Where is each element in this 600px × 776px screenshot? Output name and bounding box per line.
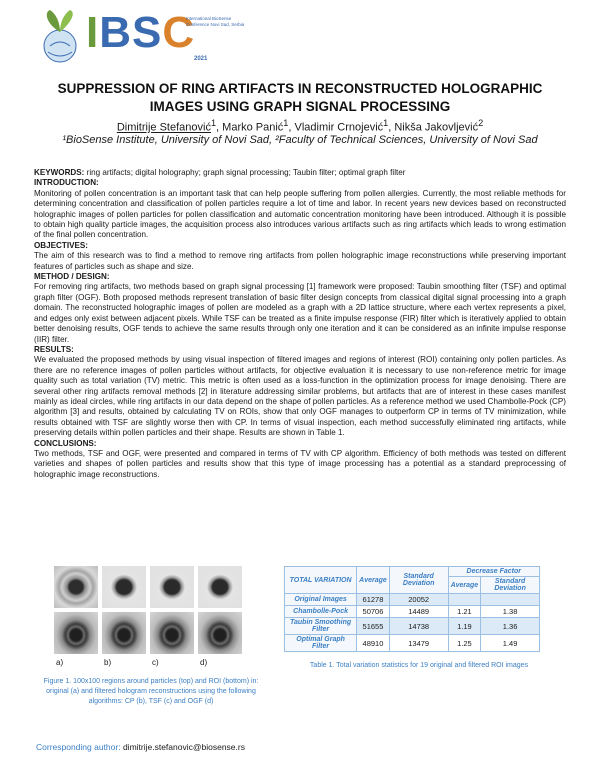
table-subheader: Standard Deviation: [481, 577, 540, 594]
figure-panel-labels: [54, 658, 266, 667]
author-list: Dimitrije Stefanović$^1$, Marko Panić$^1$, Vladimir Crnojević$^1$, Nikša Jakovljević$^2$: [116, 118, 484, 134]
figure-label: b): [104, 658, 112, 667]
figure-image-tsf-top: [150, 566, 194, 608]
results-heading: RESULTS:: [34, 344, 74, 354]
results-table: [284, 566, 540, 652]
table-row: Optimal Graph Filter 48910 13479 1.25 1.49: [285, 635, 540, 652]
figure-label: a): [56, 658, 64, 667]
conference-logo: [36, 6, 245, 74]
affiliations: ¹BioSense Institute, University of Novi Sad, ²Faculty of Technical Sciences, University of Novi Sad: [62, 134, 538, 146]
introduction-text: Monitoring of pollen concentration is an important task that can help people suffering from pollen allergies. Currently, the most reliable methods for determining concentration and classification of pollen particles require a lot of time and labor. In recent years new devices based on reconstructed holographic images of pollen particles for pollen classification and automatic concentration monitoring have been introduced. Although it is possible to obtain high quality particle images, the acquisition process also introduces various artifacts such as ring artifacts which leads to wrong estimation of the final pollen concentration.: [34, 188, 566, 240]
corresponding-label: Corresponding author:: [36, 742, 123, 752]
results-text: We evaluated the proposed methods by using visual inspection of filtered images and regions of interest (ROI) containing only pollen particles. As there are no reference images of pollen particles without artifacts, for objective evaluation it is necessary to use non-reference metric for image quality such as total variation (TV) metric. This metric is often used as a loss-function in the optimization process for image denoising. There are several other ring artifacts removal methods [2] in literature addressing similar problems, but artifacts that are of interest in these cases manifest mainly as ideal circles, while ring artifacts in our data depend on the shape of pollen particles. As a reference method we used Chambolle-Pock (CP) algorithm [3] and results, obtained by calculating TV on ROIs, show that only OGF manages to outperform CP in terms of TV minimization, while results obtained with TSF are slightly worse then with CP. In terms of visual inspection, each method successfully eliminated ring artifacts, while preserving details within pollen particles and their shape. Results are shown in Table 1.: [34, 355, 566, 438]
leaf-globe-icon: [36, 8, 84, 70]
method-text: For removing ring artifacts, two methods based on graph signal processing [1] framework were proposed: Taubin smoothing filter (TSF) and optimal graph filter (OGF). Both proposed methods represent translation of basic filter design concepts from classical digital signal processing into a graph domain. The reconstructed holographic images of pollen are modeled as a graph with a 2D lattice structure, where each vertex represents a pixel, and edges only exist between adjacent pixels. While TSF can be treated as a finite impulse response (FIR) filter which is iteratively applied to obtain better denoising results, OGF tends to achieve the same results through only one iteration and it can be considered as an infinite impulse response (IIR) filter.: [34, 282, 566, 344]
presenting-author: Dimitrije Stefanović: [116, 121, 211, 134]
introduction-heading: INTRODUCTION:: [34, 178, 99, 188]
figure-image-tsf-roi: [150, 612, 194, 654]
table-row: Original Images 61278 20052: [285, 594, 540, 606]
logo-subtitle: International BioSense Conference Novi Sad, Serbia: [186, 16, 245, 27]
table-header: Standard Deviation: [389, 567, 448, 594]
corresponding-author: [36, 742, 245, 752]
keywords-line: KEYWORDS: ring artifacts; digital holography; graph signal processing; Taubin filter; optimal graph filter: [34, 168, 406, 177]
objectives-heading: OBJECTIVES:: [34, 240, 88, 250]
figure-caption: Figure 1. 100x100 regions around particles (top) and ROI (bottom) in: original (a) and filtered hologram reconstructions using the following algorithms: CP (b), TSF (c) and OGF (d): [43, 678, 259, 705]
figure-image-ogf-roi: [198, 612, 242, 654]
table-header: Decrease Factor: [448, 567, 539, 577]
figure-image-ogf-top: [198, 566, 242, 608]
table-subheader: Average: [448, 577, 481, 594]
table-header: TOTAL VARIATION: [285, 567, 357, 594]
figure-image-cp-roi: [102, 612, 146, 654]
abstract-body: [34, 168, 566, 480]
figure-label: c): [152, 658, 159, 667]
method-heading: METHOD / DESIGN:: [34, 272, 110, 282]
table-1: [284, 566, 554, 669]
logo-wordmark: IBSC: [86, 8, 196, 57]
conclusions-text: Two methods, TSF and OGF, were presented and compared in terms of TV with CP algorithm. Efficiency of both methods was tested on different varieties and shapes of pollen particles and results show that this type of image processing has a potential as a standard preprocessing of holographic image reconstructions.: [34, 448, 566, 479]
figure-image-original-top: [54, 566, 98, 608]
figure-image-cp-top: [102, 566, 146, 608]
figure-label: d): [200, 658, 208, 667]
logo-year: 2021: [194, 56, 208, 62]
corresponding-email[interactable]: dimitrije.stefanovic@biosense.rs: [122, 742, 245, 752]
objectives-text: The aim of this research was to find a method to remove ring artifacts from pollen holographic image reconstructions while preserving important features of particles such as shape and size.: [34, 251, 566, 271]
figure-image-original-roi: [54, 612, 98, 654]
figure-1: [36, 566, 266, 707]
paper-title: SUPPRESSION OF RING ARTIFACTS IN RECONSTRUCTED HOLOGRAPHIC IMAGES USING GRAPH SIGNAL PROCESSING: [57, 81, 543, 114]
table-header: Average: [357, 567, 390, 594]
table-row: Chambolle-Pock 50706 14489 1.21 1.38: [285, 606, 540, 618]
table-row: Taubin Smoothing Filter 51655 14738 1.19 1.36: [285, 618, 540, 635]
figure-image-grid: [54, 566, 266, 654]
table-caption: Table 1. Total variation statistics for 19 original and filtered ROI images: [309, 662, 529, 669]
conclusions-heading: CONCLUSIONS:: [34, 438, 97, 448]
